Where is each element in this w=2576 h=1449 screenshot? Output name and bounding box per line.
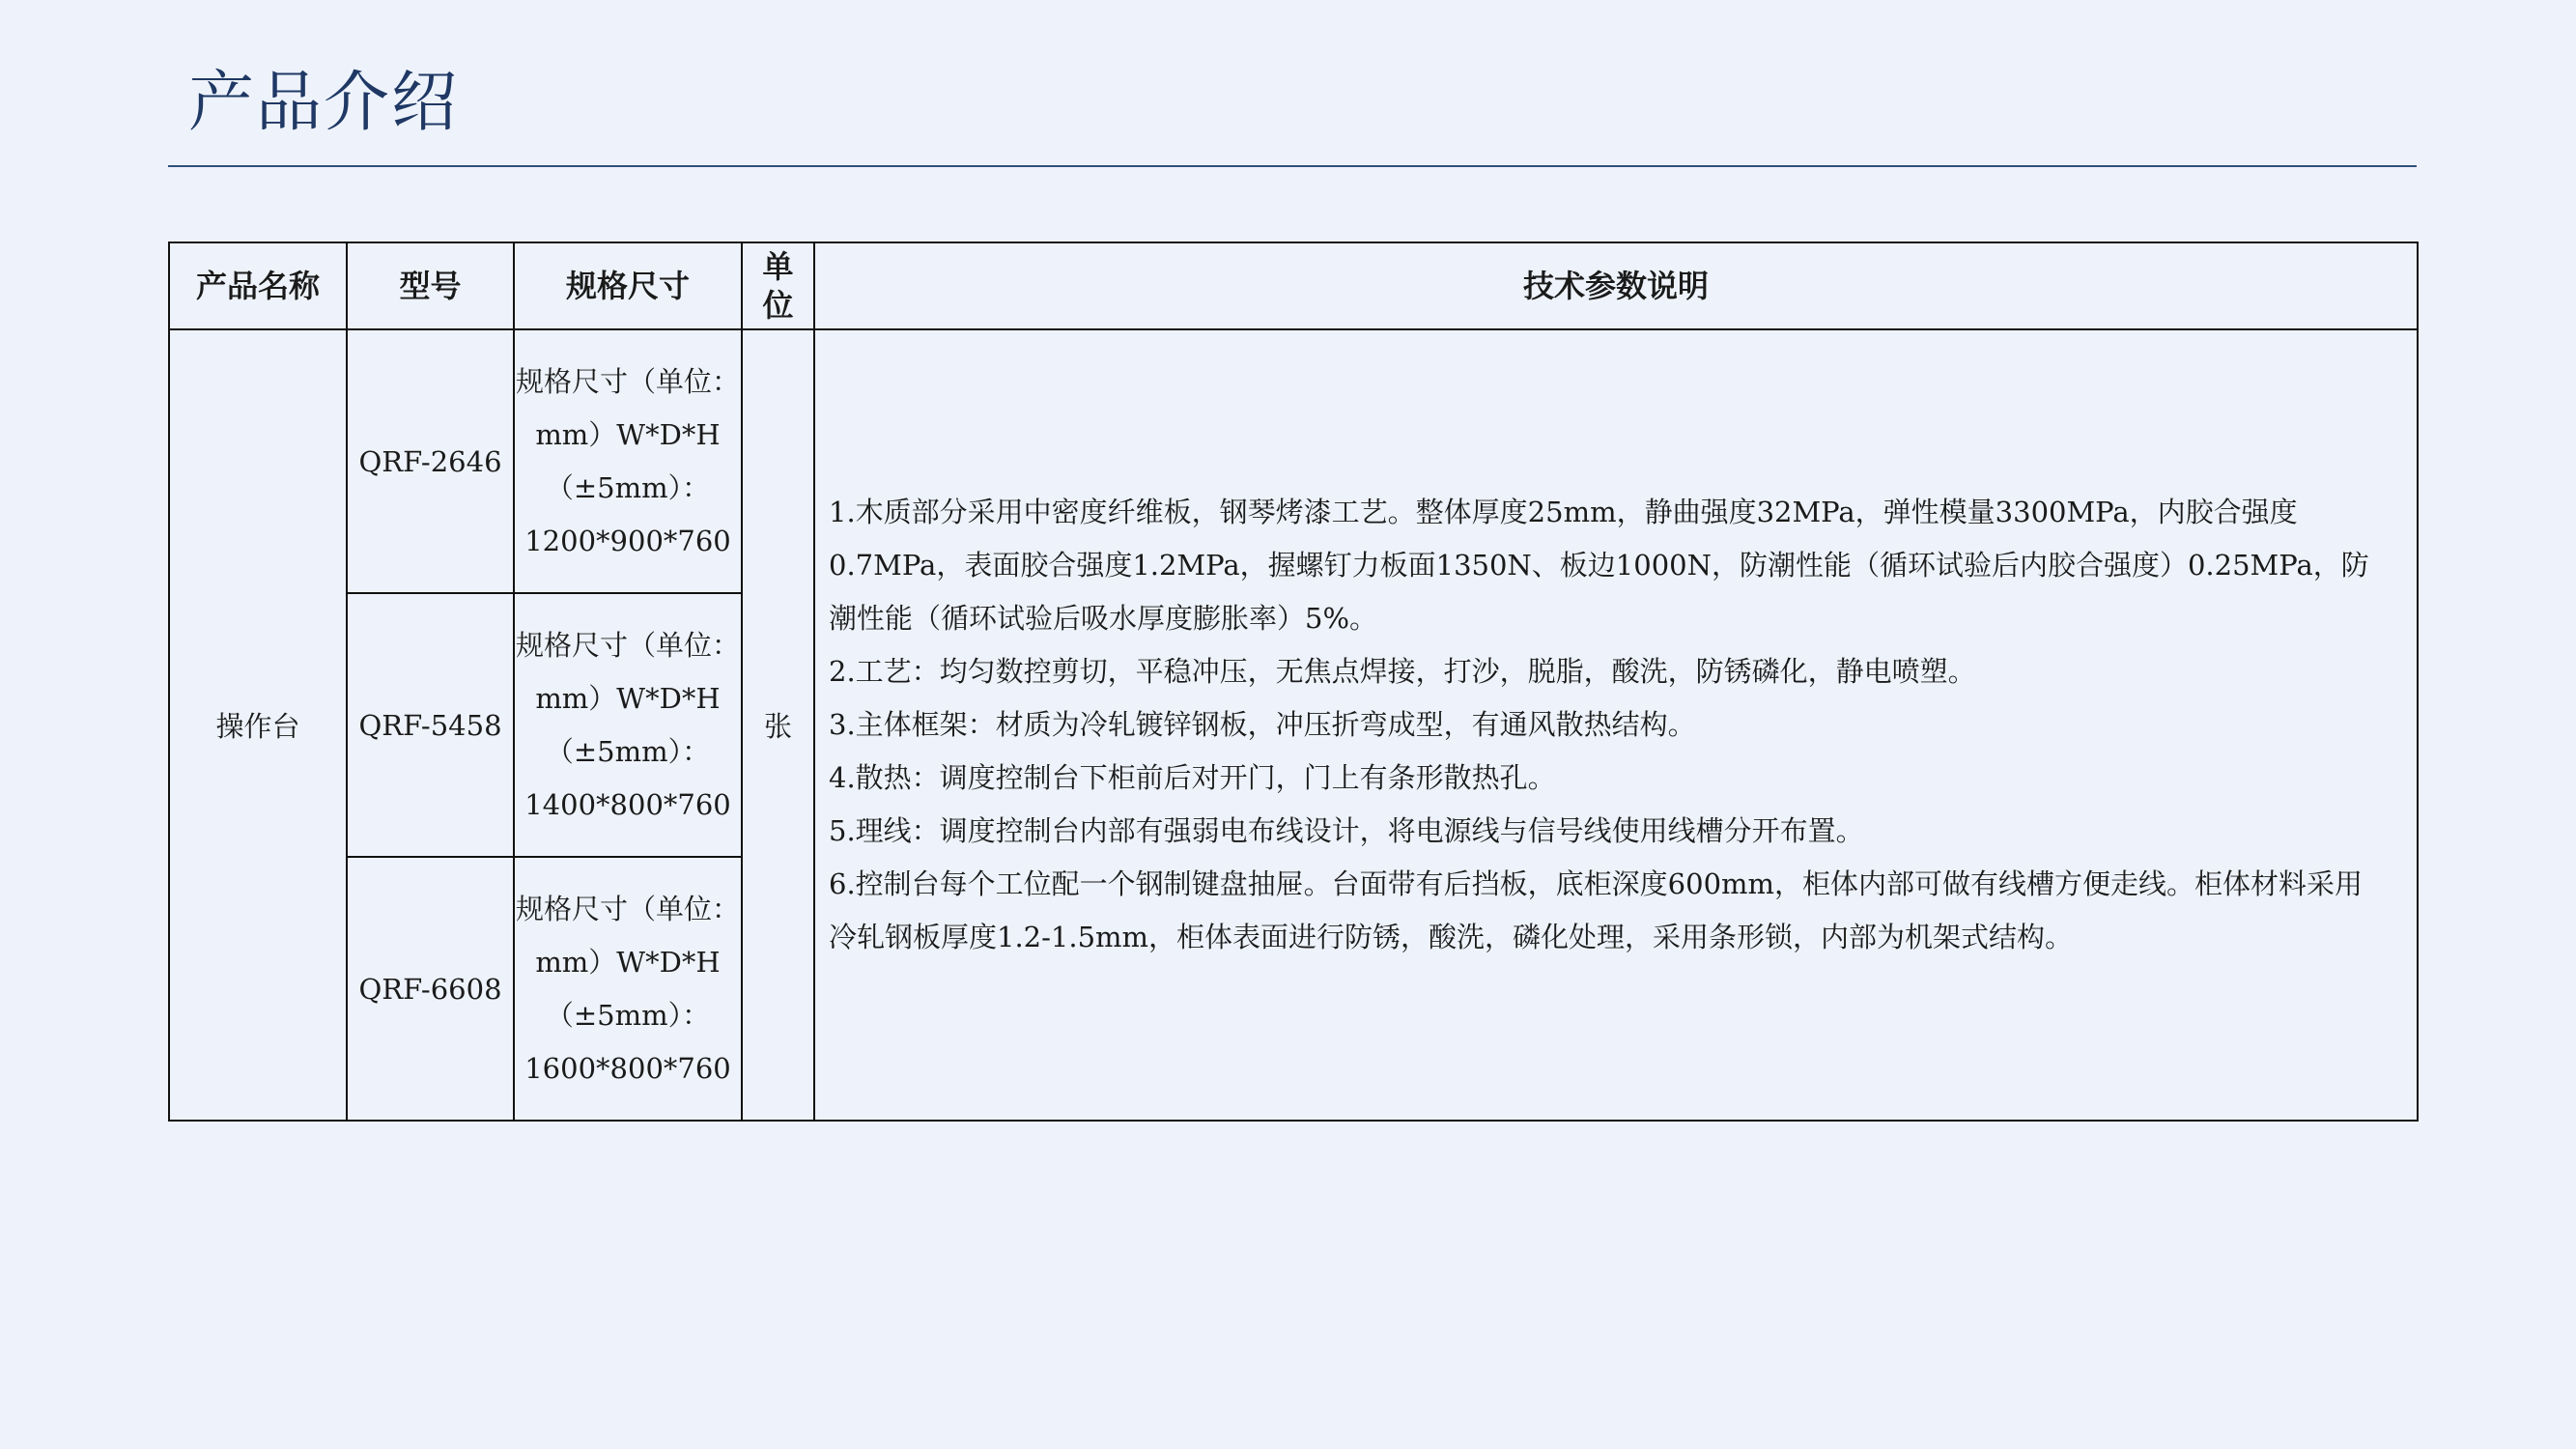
spec-value: 1200*900*760 [524,524,731,557]
description-item: 3.主体框架：材质为冷轧镀锌钢板，冲压折弯成型，有通风散热结构。 [829,708,1696,741]
header-model: 型号 [347,242,514,329]
title-divider [168,165,2417,167]
spec-value: 1400*800*760 [524,787,731,821]
spec-cell [514,593,742,857]
model-cell: QRF-6608 [347,857,514,1121]
spec-value: 1600*800*760 [524,1051,731,1085]
description-item: 2.工艺：均匀数控剪切，平稳冲压，无焦点焊接，打沙，脱脂，酸洗，防锈磷化，静电喷塑。 [829,655,1976,688]
spec-label: 规格尺寸（单位：mm）W*D*H（±5mm）： [515,364,740,504]
header-description: 技术参数说明 [814,242,2418,329]
description-cell [814,329,2418,1121]
model-cell: QRF-5458 [347,593,514,857]
description-item: 6.控制台每个工位配一个钢制键盘抽屉。台面带有后挡板，底柜深度600mm，柜体内部可做有线槽方便走线。柜体材料采用冷轧钢板厚度1.2-1.5mm，柜体表面进行防锈，酸洗，磷化处理，采用条形锁，内部为机架式结构。 [829,867,2364,953]
page-title: 产品介绍 [188,65,460,141]
spec-label: 规格尺寸（单位：mm）W*D*H（±5mm）： [515,892,740,1032]
header-product-name: 产品名称 [169,242,347,329]
table-header-row [169,242,2418,329]
spec-label: 规格尺寸（单位：mm）W*D*H（±5mm）： [515,628,740,768]
product-name-cell: 操作台 [169,329,347,1121]
description-item: 1.木质部分采用中密度纤维板，钢琴烤漆工艺。整体厚度25mm，静曲强度32MPa，弹性模量3300MPa，内胶合强度0.7MPa，表面胶合强度1.2MPa，握螺钉力板面1350N、板边1000N，防潮性能（循环试验后内胶合强度）0.25MPa，防潮性能（循环试验后吸水厚度膨胀率）5%。 [829,496,2369,635]
unit-cell: 张 [742,329,814,1121]
spec-cell [514,857,742,1121]
header-spec: 规格尺寸 [514,242,742,329]
spec-cell [514,329,742,593]
header-unit: 单 位 [742,242,814,329]
product-table [168,242,2419,1122]
description-item: 4.散热：调度控制台下柜前后对开门，门上有条形散热孔。 [829,761,1556,794]
table-row [169,329,2418,593]
description-item: 5.理线：调度控制台内部有强弱电布线设计，将电源线与信号线使用线槽分开布置。 [829,814,1864,847]
model-cell: QRF-2646 [347,329,514,593]
